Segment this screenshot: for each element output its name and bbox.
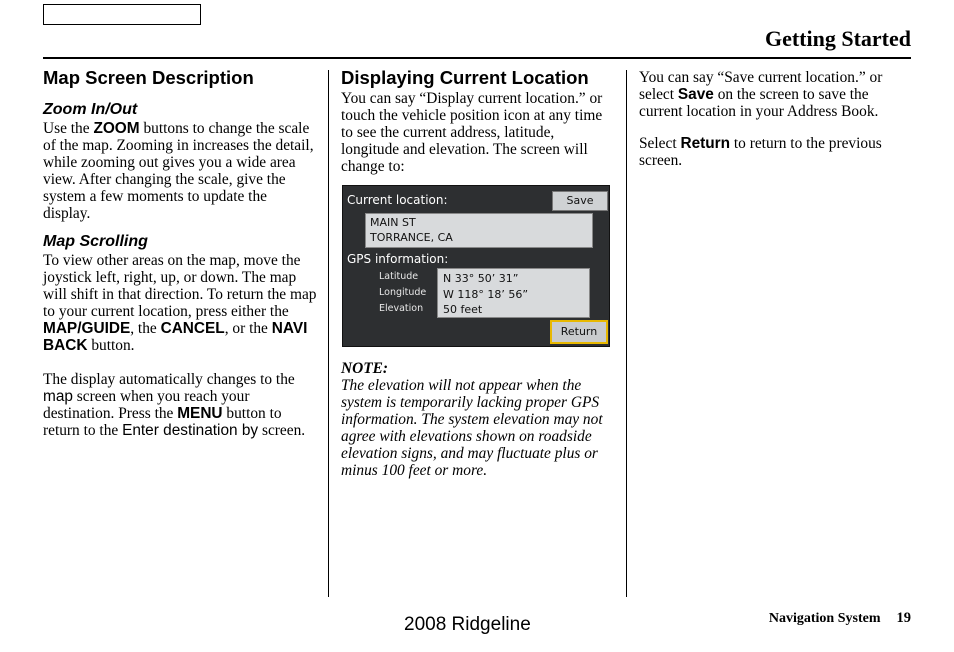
scroll-text-2: , the xyxy=(130,320,161,337)
column-divider-1 xyxy=(328,70,329,597)
scrolling-subheading: Map Scrolling xyxy=(43,233,148,250)
latitude-value: N 33° 50’ 31” xyxy=(443,272,519,285)
current-location-intro: You can say “Display current location.” or touch the vehicle position icon at any time to see the current address, latitude, longitude and elevation. The screen will change to: xyxy=(341,90,603,175)
return-paragraph xyxy=(639,135,914,169)
save-button[interactable]: Save xyxy=(552,191,608,211)
address-line-2: TORRANCE, CA xyxy=(370,231,453,244)
current-location-label: Current location: xyxy=(347,193,448,207)
zoom-text-1: Use the xyxy=(43,120,94,137)
section-title: Getting Started xyxy=(764,26,911,51)
address-box xyxy=(365,213,593,248)
page-number: 19 xyxy=(896,610,911,626)
header-rule xyxy=(43,57,911,59)
footer-model: 2008 Ridgeline xyxy=(404,614,531,635)
map-keyword: map xyxy=(43,388,73,405)
column-save-return xyxy=(639,69,914,169)
save-text-2: on the screen to save the current location in your Address Book. xyxy=(639,86,879,120)
note-label-text: NOTE: xyxy=(341,360,389,377)
longitude-label: Longitude xyxy=(379,287,427,298)
column-divider-2 xyxy=(626,70,627,597)
column-map-screen xyxy=(43,66,318,439)
navi-back-keyword: NAVI BACK xyxy=(43,320,308,354)
scrolling-paragraph xyxy=(43,252,318,354)
gps-values-box xyxy=(437,268,590,318)
cancel-keyword: CANCEL xyxy=(160,320,225,337)
display-text-1: The display automatically changes to the xyxy=(43,371,295,388)
zoom-keyword: ZOOM xyxy=(93,120,140,137)
display-text-2: screen when you reach your destination. Press the xyxy=(43,388,250,422)
display-text-4: screen. xyxy=(258,422,306,439)
address-line-1: MAIN ST xyxy=(370,216,416,229)
zoom-subheading: Zoom In/Out xyxy=(43,101,138,118)
return-text-2: to return to the previous screen. xyxy=(639,135,882,169)
enter-destination-keyword: Enter destination by xyxy=(122,422,259,439)
current-location-heading: Displaying Current Location xyxy=(341,67,589,88)
save-paragraph xyxy=(639,69,914,120)
scroll-text-3: , or the xyxy=(224,320,272,337)
display-paragraph xyxy=(43,371,318,439)
scroll-text-1: To view other areas on the map, move the joystick left, right, up, or down. The map will shift in that direction. To return the map to your current location, press either the xyxy=(43,252,317,320)
footer-nav-system: Navigation System xyxy=(768,611,881,626)
zoom-paragraph xyxy=(43,120,318,222)
gps-labels xyxy=(379,269,426,317)
footer-navigation xyxy=(769,610,911,627)
longitude-value: W 118° 18’ 56” xyxy=(443,287,529,301)
note-label xyxy=(341,360,616,377)
menu-keyword: MENU xyxy=(177,405,223,422)
note-text: The elevation will not appear when the system is temporarily lacking proper GPS information. The system elevation may not agree with elevations shown on roadside elevation signs, and may fluctuate plus or minus 100 feet or more. xyxy=(341,377,603,479)
zoom-text-2: buttons to change the scale of the map. Zooming in increases the detail, while zooming out gives you a wide area view. After changing the scale, give the system a few moments to update the display. xyxy=(43,120,314,222)
return-keyword: Return xyxy=(680,135,731,152)
column-current-location xyxy=(341,66,616,479)
header-tab-box xyxy=(43,4,201,25)
save-text-1: You can say “Save current location.” or select xyxy=(639,69,883,103)
save-keyword: Save xyxy=(677,86,714,103)
scroll-text-4: button. xyxy=(87,337,135,354)
current-location-screen xyxy=(342,185,610,347)
elevation-value: 50 feet xyxy=(443,303,483,316)
map-screen-heading: Map Screen Description xyxy=(43,67,254,88)
return-button[interactable]: Return xyxy=(550,320,608,344)
gps-information-label: GPS information: xyxy=(347,252,449,266)
display-text-3: button to return to the xyxy=(43,405,282,439)
latitude-label: Latitude xyxy=(379,271,419,282)
return-text-1: Select xyxy=(639,135,681,152)
elevation-label: Elevation xyxy=(379,303,424,314)
map-guide-keyword: MAP/GUIDE xyxy=(43,320,131,337)
